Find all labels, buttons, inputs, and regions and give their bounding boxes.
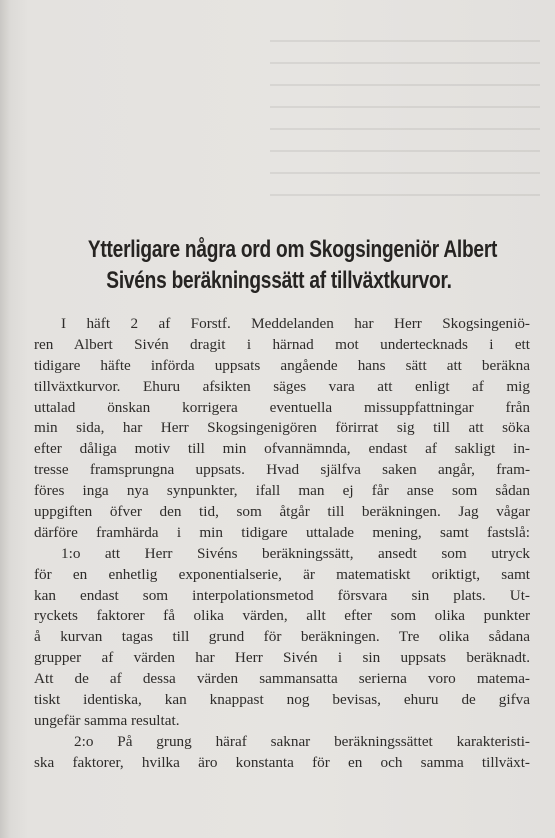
body-line: ren Albert Sivén dragit i härnad mot undertecknads i ett	[34, 335, 530, 353]
body-line: min sida, har Herr Skogsingenigören förirrat sig till att söka	[34, 419, 530, 437]
body-line: grupper af värden har Herr Sivén i sin uppsats beräknadt.	[34, 649, 530, 667]
body-line: föres inga nya synpunkter, ifall man ej får anse som sådan	[34, 482, 530, 500]
body-line: tiskt identiska, kan knappast nog bevisas, ehuru de gifva	[34, 691, 530, 709]
body-line: tillväxtkurvor. Ehuru afsikten säges vara att enligt af mig	[34, 377, 530, 395]
body-line: efter dåliga motiv till min ofvannämnda, endast af sakligt in-	[34, 440, 530, 458]
body-line: uppgiften öfver den tid, som åtgår till beräkningen. Jag vågar	[34, 503, 530, 521]
body-line: tidigare häfte införda uppsats angående hans sätt att beräkna	[34, 356, 530, 374]
body-line: för en enhetlig exponentialserie, är matematiskt oriktigt, samt	[34, 565, 530, 583]
body-line: kan endast som interpolationsmetod försvara sin plats. Ut-	[34, 586, 530, 604]
body-line: ryckets faktorer få olika värden, allt efter som olika punkter	[34, 607, 530, 625]
body-line: 1:o att Herr Sivéns beräkningssätt, ansedt som utryck	[61, 544, 530, 562]
body-line: 2:o På grung häraf saknar beräkningssättet karakteristi-	[74, 732, 530, 750]
article-body	[34, 314, 530, 774]
body-line: därföre framhärda i min tidigare uttalade mening, samt fastslå:	[34, 523, 530, 541]
body-line: uttalad önskan korrigera eventuella missuppfattningar från	[34, 398, 530, 416]
article-title	[87, 234, 498, 296]
article-title-line-2: Sivéns beräkningssätt af tillväxtkurvor.	[106, 267, 452, 294]
article-title-line-1: Ytterligare några ord om Skogsingeniör Albert	[87, 236, 498, 263]
body-line: ungefär samma resultat.	[34, 711, 180, 729]
body-line: å kurvan tagas till grund för beräkningen. Tre olika sådana	[34, 628, 530, 646]
body-line: Att de af dessa värden sammansatta serierna voro matema-	[34, 670, 530, 688]
bleed-through-texture	[270, 40, 540, 230]
body-line: tresse framsprungna uppsats. Hvad själfva saken angår, fram-	[34, 461, 530, 479]
body-line: I häft 2 af Forstf. Meddelanden har Herr Skogsingeniö-	[61, 315, 530, 332]
body-line: ska faktorer, hvilka äro konstanta för en och samma tillväxt-	[34, 753, 530, 771]
